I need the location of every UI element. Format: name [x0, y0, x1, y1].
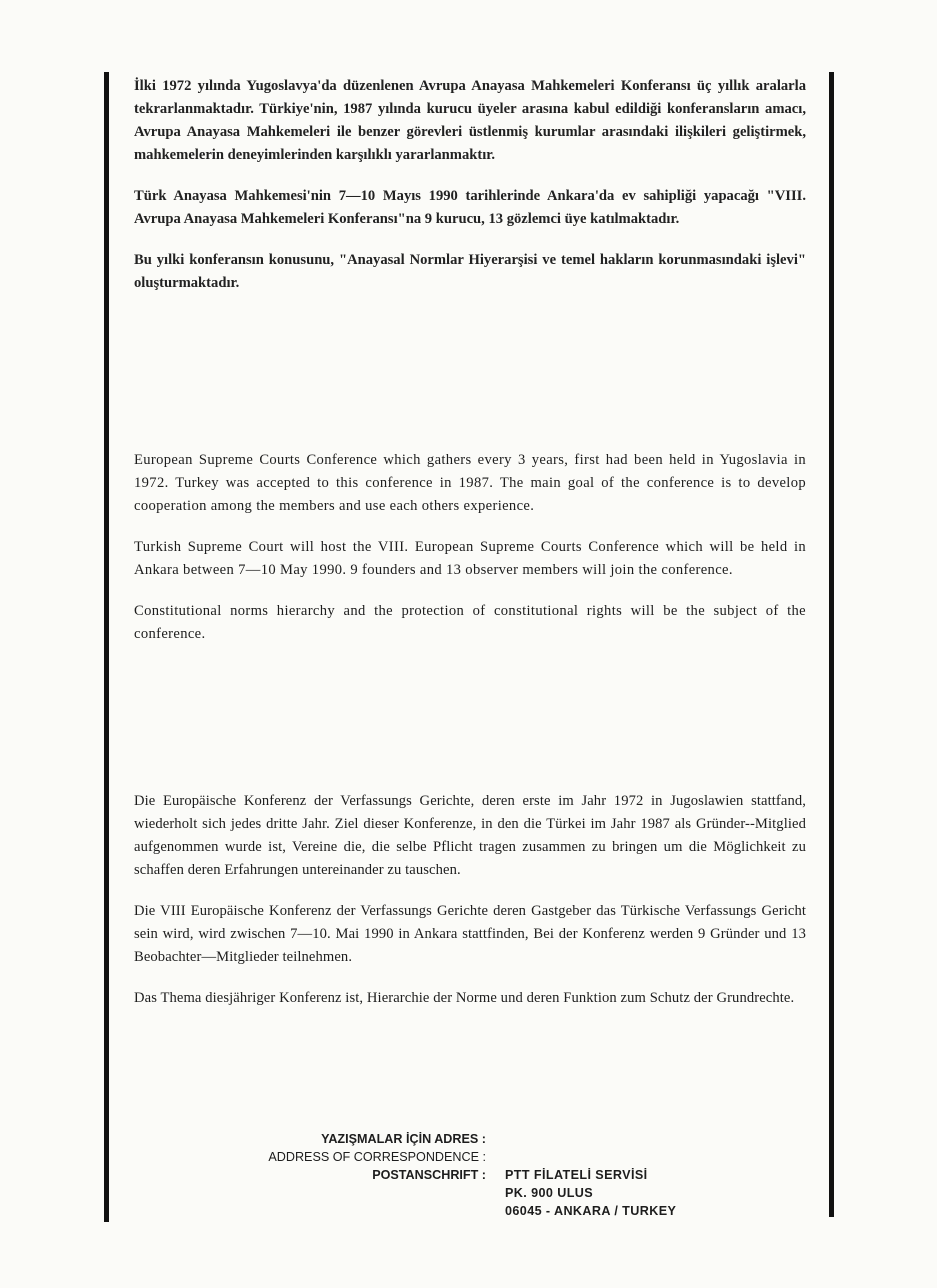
- turkish-paragraph-1: İlki 1972 yılında Yugoslavya'da düzenlenen Avrupa Anayasa Mahkemeleri Konferansı üç yıllık aralarla tekrarlanmaktadır. Türkiye'nin, 1987 yılında kurucu üyeler arasına kabul edildiği konferansların amacı, Avrupa Anayasa Mahkemeleri ile benzer görevleri üstlenmiş kurumlar arasındaki ilişkileri geliştirmek, mahkemelerin deneyimlerinden karşılıklı yararlanmaktır.: [134, 78, 806, 163]
- right-margin-rule: [829, 72, 834, 1217]
- turkish-section: [134, 75, 806, 295]
- english-paragraph-3: Constitutional norms hierarchy and the protection of constitutional rights will be the subject of the conference.: [134, 603, 806, 642]
- turkish-paragraph-2: Türk Anayasa Mahkemesi'nin 7—10 Mayıs 1990 tarihlerinde Ankara'da ev sahipliği yapacağı "VIII. Avrupa Anayasa Mahkemeleri Konferansı"na 9 kurucu, 13 gözlemci üye katılmaktadır.: [134, 188, 806, 227]
- turkish-paragraph-3: Bu yılki konferansın konusunu, "Anayasal Normlar Hiyerarşisi ve temel hakların korunmasındaki işlevi" oluşturmaktadır.: [134, 252, 806, 291]
- address-label-turkish: YAZIŞMALAR İÇİN ADRES :: [321, 1132, 486, 1146]
- german-section: [134, 790, 806, 1010]
- address-label-german: POSTANSCHRIFT :: [372, 1168, 486, 1182]
- english-paragraph-1: European Supreme Courts Conference which gathers every 3 years, first had been held in Yugoslavia in 1972. Turkey was accepted to this conference in 1987. The main goal of the conference is to develop cooperation among the members and use each others experience.: [134, 452, 806, 514]
- address-line-1: PTT FİLATELİ SERVİSİ: [505, 1168, 648, 1182]
- german-paragraph-1: Die Europäische Konferenz der Verfassungs Gerichte, deren erste im Jahr 1972 in Jugoslawien stattfand, wiederholt sich jedes dritte Jahr. Ziel dieser Konferenze, in den die Türkei im Jahr 1987 als Gründer--Mitglied aufgenommen wurde ist, Vereine die, die selbe Pflicht tragen zusammen zu bringen um die Möglichkeit zu schaffen deren Erfahrungen untereinander zu tauschen.: [134, 793, 806, 878]
- english-paragraph-2: Turkish Supreme Court will host the VIII. European Supreme Courts Conference which will be held in Ankara between 7—10 May 1990. 9 founders and 13 observer members will join the conference.: [134, 539, 806, 578]
- address-label-english: ADDRESS OF CORRESPONDENCE :: [268, 1150, 486, 1164]
- german-paragraph-2: Die VIII Europäische Konferenz der Verfassungs Gerichte deren Gastgeber das Türkische Verfassungs Gericht sein wird, wird zwischen 7—10. Mai 1990 in Ankara stattfinden, Bei der Konferenz werden 9 Gründer und 13 Beobachter—Mitglieder teilnehmen.: [134, 903, 806, 965]
- left-margin-rule: [104, 72, 109, 1222]
- english-section: [134, 449, 806, 646]
- address-line-3: 06045 - ANKARA / TURKEY: [505, 1204, 677, 1218]
- address-line-2: PK. 900 ULUS: [505, 1186, 594, 1200]
- german-paragraph-3: Das Thema diesjähriger Konferenz ist, Hierarchie der Norme und deren Funktion zum Schutz der Grundrechte.: [134, 990, 795, 1006]
